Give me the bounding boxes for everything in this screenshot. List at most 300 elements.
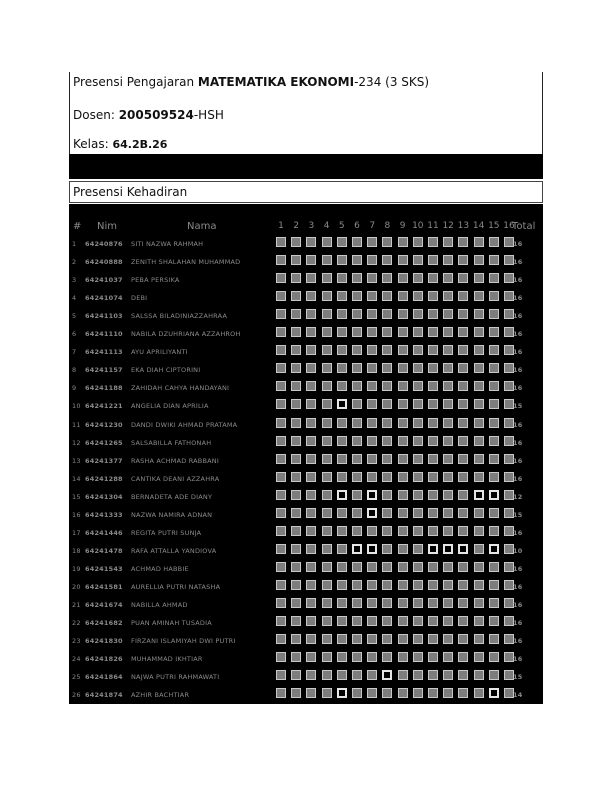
attendance-checkbox-present[interactable] [276,472,286,482]
attendance-checkbox-present[interactable] [382,526,392,536]
attendance-checkbox-present[interactable] [322,580,332,590]
attendance-checkbox-present[interactable] [474,436,484,446]
attendance-checkbox-present[interactable] [291,472,301,482]
attendance-checkbox-present[interactable] [443,526,453,536]
attendance-checkbox-present[interactable] [458,436,468,446]
attendance-checkbox-present[interactable] [352,399,362,409]
attendance-checkbox-present[interactable] [306,309,316,319]
attendance-checkbox-present[interactable] [489,526,499,536]
attendance-checkbox-present[interactable] [291,327,301,337]
attendance-checkbox-present[interactable] [337,598,347,608]
attendance-checkbox-present[interactable] [322,381,332,391]
attendance-checkbox-present[interactable] [276,544,286,554]
attendance-checkbox-present[interactable] [458,580,468,590]
attendance-checkbox-present[interactable] [474,580,484,590]
attendance-checkbox-present[interactable] [443,255,453,265]
attendance-checkbox-present[interactable] [367,526,377,536]
attendance-checkbox-present[interactable] [367,291,377,301]
attendance-checkbox-present[interactable] [276,327,286,337]
attendance-checkbox-present[interactable] [322,526,332,536]
attendance-checkbox-present[interactable] [352,273,362,283]
attendance-checkbox-present[interactable] [398,562,408,572]
attendance-checkbox-present[interactable] [443,363,453,373]
attendance-checkbox-present[interactable] [398,345,408,355]
attendance-checkbox-present[interactable] [367,327,377,337]
attendance-checkbox-present[interactable] [291,454,301,464]
attendance-checkbox-present[interactable] [382,309,392,319]
attendance-checkbox-present[interactable] [382,436,392,446]
attendance-checkbox-present[interactable] [428,472,438,482]
attendance-checkbox-present[interactable] [443,454,453,464]
attendance-checkbox-present[interactable] [398,634,408,644]
attendance-checkbox-present[interactable] [428,345,438,355]
attendance-checkbox-present[interactable] [382,255,392,265]
attendance-checkbox-present[interactable] [413,508,423,518]
attendance-checkbox-present[interactable] [474,363,484,373]
attendance-checkbox-present[interactable] [413,490,423,500]
attendance-checkbox-present[interactable] [322,291,332,301]
attendance-checkbox-present[interactable] [458,526,468,536]
attendance-checkbox-present[interactable] [398,670,408,680]
attendance-checkbox-present[interactable] [306,580,316,590]
attendance-checkbox-present[interactable] [428,580,438,590]
attendance-checkbox-present[interactable] [382,345,392,355]
attendance-checkbox-present[interactable] [458,490,468,500]
attendance-checkbox-present[interactable] [428,598,438,608]
attendance-checkbox-present[interactable] [474,652,484,662]
attendance-checkbox-present[interactable] [337,381,347,391]
attendance-checkbox-present[interactable] [489,399,499,409]
attendance-checkbox-present[interactable] [474,688,484,698]
attendance-checkbox-present[interactable] [474,526,484,536]
attendance-checkbox-present[interactable] [398,580,408,590]
attendance-checkbox-present[interactable] [443,562,453,572]
attendance-checkbox-present[interactable] [382,562,392,572]
attendance-checkbox-present[interactable] [337,291,347,301]
attendance-checkbox-present[interactable] [458,291,468,301]
attendance-checkbox-present[interactable] [428,454,438,464]
attendance-checkbox-present[interactable] [398,526,408,536]
attendance-checkbox-present[interactable] [428,273,438,283]
attendance-checkbox-present[interactable] [367,309,377,319]
attendance-checkbox-present[interactable] [428,327,438,337]
attendance-checkbox-present[interactable] [443,273,453,283]
attendance-checkbox-present[interactable] [443,598,453,608]
attendance-checkbox-present[interactable] [428,562,438,572]
attendance-checkbox-present[interactable] [458,472,468,482]
attendance-checkbox-present[interactable] [428,255,438,265]
attendance-checkbox-present[interactable] [306,454,316,464]
attendance-checkbox-present[interactable] [428,237,438,247]
attendance-checkbox-present[interactable] [306,544,316,554]
attendance-checkbox-present[interactable] [474,508,484,518]
attendance-checkbox-present[interactable] [489,472,499,482]
attendance-checkbox-present[interactable] [458,273,468,283]
attendance-checkbox-present[interactable] [398,544,408,554]
attendance-checkbox-present[interactable] [428,670,438,680]
attendance-checkbox-present[interactable] [276,598,286,608]
attendance-checkbox-present[interactable] [276,652,286,662]
attendance-checkbox-present[interactable] [489,616,499,626]
attendance-checkbox-present[interactable] [337,562,347,572]
attendance-checkbox-present[interactable] [398,309,408,319]
attendance-checkbox-present[interactable] [276,291,286,301]
attendance-checkbox-present[interactable] [322,345,332,355]
attendance-checkbox-present[interactable] [306,490,316,500]
attendance-checkbox-present[interactable] [367,688,377,698]
attendance-checkbox-present[interactable] [443,399,453,409]
attendance-checkbox-present[interactable] [337,363,347,373]
attendance-checkbox-present[interactable] [352,237,362,247]
attendance-checkbox-present[interactable] [443,309,453,319]
attendance-checkbox-present[interactable] [382,363,392,373]
attendance-checkbox-present[interactable] [367,598,377,608]
attendance-checkbox-present[interactable] [413,363,423,373]
attendance-checkbox-present[interactable] [382,490,392,500]
attendance-checkbox-present[interactable] [291,652,301,662]
attendance-checkbox-present[interactable] [322,436,332,446]
attendance-checkbox-absent[interactable] [367,508,377,518]
attendance-checkbox-present[interactable] [398,399,408,409]
attendance-checkbox-present[interactable] [428,688,438,698]
attendance-checkbox-present[interactable] [443,436,453,446]
attendance-checkbox-present[interactable] [291,309,301,319]
attendance-checkbox-present[interactable] [458,237,468,247]
attendance-checkbox-present[interactable] [474,598,484,608]
attendance-checkbox-present[interactable] [382,237,392,247]
attendance-checkbox-present[interactable] [337,508,347,518]
attendance-checkbox-present[interactable] [428,363,438,373]
attendance-checkbox-present[interactable] [337,327,347,337]
attendance-checkbox-present[interactable] [428,508,438,518]
attendance-checkbox-absent[interactable] [474,490,484,500]
attendance-checkbox-present[interactable] [306,472,316,482]
attendance-checkbox-present[interactable] [322,634,332,644]
attendance-checkbox-present[interactable] [458,616,468,626]
attendance-checkbox-present[interactable] [398,508,408,518]
attendance-checkbox-present[interactable] [291,616,301,626]
attendance-checkbox-present[interactable] [337,273,347,283]
attendance-checkbox-present[interactable] [398,291,408,301]
attendance-checkbox-present[interactable] [474,418,484,428]
attendance-checkbox-present[interactable] [322,273,332,283]
attendance-checkbox-present[interactable] [458,381,468,391]
attendance-checkbox-present[interactable] [276,562,286,572]
attendance-checkbox-present[interactable] [474,399,484,409]
attendance-checkbox-present[interactable] [352,508,362,518]
attendance-checkbox-present[interactable] [458,345,468,355]
attendance-checkbox-present[interactable] [352,363,362,373]
attendance-checkbox-present[interactable] [337,454,347,464]
attendance-checkbox-present[interactable] [443,472,453,482]
attendance-checkbox-present[interactable] [382,544,392,554]
attendance-checkbox-present[interactable] [428,399,438,409]
attendance-checkbox-present[interactable] [352,327,362,337]
attendance-checkbox-present[interactable] [398,327,408,337]
attendance-checkbox-present[interactable] [276,526,286,536]
attendance-checkbox-present[interactable] [367,436,377,446]
attendance-checkbox-present[interactable] [474,291,484,301]
attendance-checkbox-present[interactable] [352,634,362,644]
attendance-checkbox-present[interactable] [322,616,332,626]
attendance-checkbox-present[interactable] [398,273,408,283]
attendance-checkbox-present[interactable] [291,345,301,355]
attendance-checkbox-present[interactable] [443,580,453,590]
attendance-checkbox-present[interactable] [489,273,499,283]
attendance-checkbox-present[interactable] [352,670,362,680]
attendance-checkbox-present[interactable] [489,345,499,355]
attendance-checkbox-present[interactable] [443,688,453,698]
attendance-checkbox-present[interactable] [306,634,316,644]
attendance-checkbox-present[interactable] [398,363,408,373]
attendance-checkbox-present[interactable] [474,616,484,626]
attendance-checkbox-present[interactable] [382,291,392,301]
attendance-checkbox-present[interactable] [382,472,392,482]
attendance-checkbox-present[interactable] [413,255,423,265]
attendance-checkbox-present[interactable] [352,562,362,572]
attendance-checkbox-present[interactable] [291,490,301,500]
attendance-checkbox-present[interactable] [458,418,468,428]
attendance-checkbox-present[interactable] [474,454,484,464]
attendance-checkbox-present[interactable] [489,562,499,572]
attendance-checkbox-present[interactable] [291,580,301,590]
attendance-checkbox-present[interactable] [276,381,286,391]
attendance-checkbox-present[interactable] [276,255,286,265]
attendance-checkbox-present[interactable] [322,454,332,464]
attendance-checkbox-present[interactable] [306,381,316,391]
attendance-checkbox-present[interactable] [352,309,362,319]
attendance-checkbox-present[interactable] [443,508,453,518]
attendance-checkbox-present[interactable] [306,237,316,247]
attendance-checkbox-present[interactable] [489,327,499,337]
attendance-checkbox-present[interactable] [398,255,408,265]
attendance-checkbox-present[interactable] [276,634,286,644]
attendance-checkbox-present[interactable] [382,454,392,464]
attendance-checkbox-present[interactable] [337,634,347,644]
attendance-checkbox-present[interactable] [458,309,468,319]
attendance-checkbox-present[interactable] [306,616,316,626]
attendance-checkbox-present[interactable] [306,345,316,355]
attendance-checkbox-present[interactable] [413,526,423,536]
attendance-checkbox-present[interactable] [489,580,499,590]
attendance-checkbox-present[interactable] [458,454,468,464]
attendance-checkbox-absent[interactable] [367,544,377,554]
attendance-checkbox-present[interactable] [474,237,484,247]
attendance-checkbox-present[interactable] [291,562,301,572]
attendance-checkbox-present[interactable] [382,634,392,644]
attendance-checkbox-present[interactable] [443,418,453,428]
attendance-checkbox-present[interactable] [276,237,286,247]
attendance-checkbox-present[interactable] [489,309,499,319]
attendance-checkbox-present[interactable] [276,436,286,446]
attendance-checkbox-present[interactable] [489,291,499,301]
attendance-checkbox-present[interactable] [474,670,484,680]
attendance-checkbox-present[interactable] [443,291,453,301]
attendance-checkbox-present[interactable] [322,255,332,265]
attendance-checkbox-present[interactable] [413,544,423,554]
attendance-checkbox-present[interactable] [489,652,499,662]
attendance-checkbox-present[interactable] [352,255,362,265]
attendance-checkbox-present[interactable] [367,454,377,464]
attendance-checkbox-present[interactable] [413,327,423,337]
attendance-checkbox-present[interactable] [398,454,408,464]
attendance-checkbox-present[interactable] [382,616,392,626]
attendance-checkbox-present[interactable] [306,508,316,518]
attendance-checkbox-present[interactable] [306,598,316,608]
attendance-checkbox-present[interactable] [489,418,499,428]
attendance-checkbox-present[interactable] [322,418,332,428]
attendance-checkbox-present[interactable] [382,381,392,391]
attendance-checkbox-absent[interactable] [337,490,347,500]
attendance-checkbox-present[interactable] [474,327,484,337]
attendance-checkbox-present[interactable] [367,652,377,662]
attendance-checkbox-present[interactable] [291,670,301,680]
attendance-checkbox-present[interactable] [413,580,423,590]
attendance-checkbox-present[interactable] [276,688,286,698]
attendance-checkbox-present[interactable] [291,436,301,446]
attendance-checkbox-present[interactable] [474,255,484,265]
attendance-checkbox-present[interactable] [489,598,499,608]
attendance-checkbox-present[interactable] [443,381,453,391]
attendance-checkbox-present[interactable] [291,255,301,265]
attendance-checkbox-present[interactable] [367,255,377,265]
attendance-checkbox-present[interactable] [352,526,362,536]
attendance-checkbox-present[interactable] [489,363,499,373]
attendance-checkbox-present[interactable] [276,309,286,319]
attendance-checkbox-present[interactable] [337,309,347,319]
attendance-checkbox-present[interactable] [382,399,392,409]
attendance-checkbox-present[interactable] [413,381,423,391]
attendance-checkbox-present[interactable] [306,670,316,680]
attendance-checkbox-present[interactable] [337,345,347,355]
attendance-checkbox-present[interactable] [458,399,468,409]
attendance-checkbox-absent[interactable] [337,688,347,698]
attendance-checkbox-present[interactable] [337,652,347,662]
attendance-checkbox-present[interactable] [413,652,423,662]
attendance-checkbox-present[interactable] [413,562,423,572]
attendance-checkbox-present[interactable] [306,399,316,409]
attendance-checkbox-present[interactable] [352,454,362,464]
attendance-checkbox-present[interactable] [322,490,332,500]
attendance-checkbox-present[interactable] [322,508,332,518]
attendance-checkbox-present[interactable] [458,688,468,698]
attendance-checkbox-present[interactable] [367,363,377,373]
attendance-checkbox-present[interactable] [413,436,423,446]
attendance-checkbox-present[interactable] [291,363,301,373]
attendance-checkbox-present[interactable] [291,399,301,409]
attendance-checkbox-present[interactable] [413,309,423,319]
attendance-checkbox-present[interactable] [306,526,316,536]
attendance-checkbox-absent[interactable] [489,688,499,698]
attendance-checkbox-absent[interactable] [367,490,377,500]
attendance-checkbox-present[interactable] [337,418,347,428]
attendance-checkbox-present[interactable] [398,436,408,446]
attendance-checkbox-present[interactable] [352,291,362,301]
attendance-checkbox-present[interactable] [367,399,377,409]
attendance-checkbox-present[interactable] [458,652,468,662]
attendance-checkbox-present[interactable] [276,273,286,283]
attendance-checkbox-present[interactable] [306,436,316,446]
attendance-checkbox-present[interactable] [322,309,332,319]
attendance-checkbox-present[interactable] [276,508,286,518]
attendance-checkbox-present[interactable] [367,345,377,355]
attendance-checkbox-present[interactable] [322,237,332,247]
attendance-checkbox-present[interactable] [291,598,301,608]
attendance-checkbox-present[interactable] [398,490,408,500]
attendance-checkbox-present[interactable] [291,526,301,536]
attendance-checkbox-present[interactable] [337,237,347,247]
attendance-checkbox-present[interactable] [306,652,316,662]
attendance-checkbox-present[interactable] [322,562,332,572]
attendance-checkbox-present[interactable] [322,544,332,554]
attendance-checkbox-present[interactable] [458,670,468,680]
attendance-checkbox-present[interactable] [367,237,377,247]
attendance-checkbox-absent[interactable] [489,490,499,500]
attendance-checkbox-present[interactable] [428,436,438,446]
attendance-checkbox-present[interactable] [443,237,453,247]
attendance-checkbox-present[interactable] [428,616,438,626]
attendance-checkbox-present[interactable] [367,418,377,428]
attendance-checkbox-present[interactable] [291,634,301,644]
attendance-checkbox-present[interactable] [291,508,301,518]
attendance-checkbox-present[interactable] [306,327,316,337]
attendance-checkbox-present[interactable] [306,363,316,373]
attendance-checkbox-present[interactable] [474,562,484,572]
attendance-checkbox-present[interactable] [489,436,499,446]
attendance-checkbox-present[interactable] [413,454,423,464]
attendance-checkbox-present[interactable] [291,381,301,391]
attendance-checkbox-present[interactable] [443,490,453,500]
attendance-checkbox-present[interactable] [367,670,377,680]
attendance-checkbox-present[interactable] [398,237,408,247]
attendance-checkbox-present[interactable] [458,363,468,373]
attendance-checkbox-absent[interactable] [443,544,453,554]
attendance-checkbox-present[interactable] [413,670,423,680]
attendance-checkbox-present[interactable] [322,688,332,698]
attendance-checkbox-present[interactable] [322,363,332,373]
attendance-checkbox-present[interactable] [382,598,392,608]
attendance-checkbox-present[interactable] [398,381,408,391]
attendance-checkbox-present[interactable] [322,652,332,662]
attendance-checkbox-present[interactable] [443,345,453,355]
attendance-checkbox-present[interactable] [306,562,316,572]
attendance-checkbox-present[interactable] [322,598,332,608]
attendance-checkbox-present[interactable] [382,688,392,698]
attendance-checkbox-present[interactable] [367,472,377,482]
attendance-checkbox-present[interactable] [337,436,347,446]
attendance-checkbox-present[interactable] [489,508,499,518]
attendance-checkbox-present[interactable] [352,688,362,698]
attendance-checkbox-present[interactable] [367,273,377,283]
attendance-checkbox-present[interactable] [428,526,438,536]
attendance-checkbox-present[interactable] [413,688,423,698]
attendance-checkbox-present[interactable] [276,670,286,680]
attendance-checkbox-present[interactable] [367,580,377,590]
attendance-checkbox-absent[interactable] [489,544,499,554]
attendance-checkbox-present[interactable] [367,562,377,572]
attendance-checkbox-absent[interactable] [352,544,362,554]
attendance-checkbox-present[interactable] [443,616,453,626]
attendance-checkbox-present[interactable] [458,327,468,337]
attendance-checkbox-present[interactable] [337,616,347,626]
attendance-checkbox-present[interactable] [276,454,286,464]
attendance-checkbox-present[interactable] [474,472,484,482]
attendance-checkbox-present[interactable] [352,616,362,626]
attendance-checkbox-present[interactable] [382,652,392,662]
attendance-checkbox-present[interactable] [489,454,499,464]
attendance-checkbox-present[interactable] [337,472,347,482]
attendance-checkbox-present[interactable] [352,418,362,428]
